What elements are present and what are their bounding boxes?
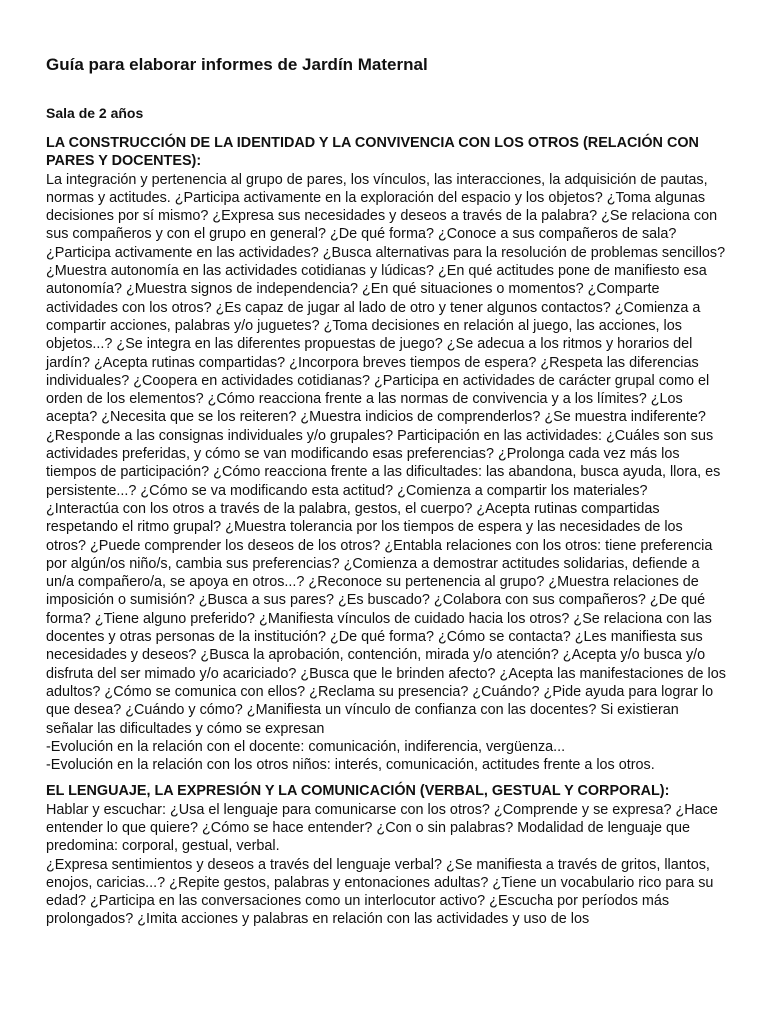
section-heading: LA CONSTRUCCIÓN DE LA IDENTIDAD Y LA CONVIVENCIA CON LOS OTROS (RELACIÓN CON PARES Y DOCENTES): [46, 135, 699, 170]
document-title: Guía para elaborar informes de Jardín Maternal [46, 55, 428, 74]
paragraph: -Evolución en la relación con el docente: comunicación, indiferencia, vergüenza... [46, 738, 566, 755]
paragraph: ¿Interactúa con los otros a través de la palabra, gestos, el cuerpo? ¿Acepta rutinas compartidas respetando el ritmo grupal? ¿Muestra tolerancia por los tiempos de espera y las necesidades de los otros? ¿Puede comprender los deseos de los otros? ¿Entabla relaciones con los otros: tiene preferencia por algún/os niño/s, cambia sus preferencias? ¿Comienza a demostrar actitudes solidarias, defiende a un/a compañero/a, se apoya en otros...? ¿Reconoce su pertenencia al grupo? ¿Muestra relaciones de imposición o sumisión? ¿Busca a sus pares? ¿Es buscado? ¿Colabora con sus compañeros? ¿De qué forma? ¿Tiene alguno preferido? ¿Manifiesta vínculos de cuidado hacia los otros? ¿Se relaciona con las docentes y otras personas de la institución? ¿De qué forma? ¿Cómo se contacta? ¿Les manifiesta sus necesidades y deseos? ¿Busca la aprobación, contención, mirada y/o atención? ¿Acepta y/o busca y/o disfruta del ser mimado y/o acariciado? ¿Busca que le brinden afecto? ¿Acepta las manifestaciones de los adultos? ¿Cómo se comunica con ellos? ¿Reclama su presencia? ¿Cuándo? ¿Pide ayuda para lograr lo que desea? ¿Cuándo y cómo? ¿Manifiesta un vínculo de confianza con las docentes? Si existieran señalar las dificultades y cómo se expresan [46, 500, 726, 737]
paragraph: La integración y pertenencia al grupo de pares, los vínculos, las interacciones, la adquisición de pautas, normas y actitudes. ¿Participa activamente en la exploración del espacio y los objetos? ¿Toma algunas decisiones por sí mismo? ¿Expresa sus necesidades y deseos a través de la palabra? ¿Se relaciona con sus compañeros y con el grupo en general? ¿De qué forma? ¿Conoce a sus compañeros de sala? [46, 171, 718, 243]
document-subtitle: Sala de 2 años [46, 105, 144, 121]
section-language [46, 782, 726, 928]
section-heading: EL LENGUAJE, LA EXPRESIÓN Y LA COMUNICACIÓN (VERBAL, GESTUAL Y CORPORAL): [46, 783, 670, 800]
document-body [46, 52, 726, 929]
paragraph: ¿Participa activamente en las actividades? ¿Busca alternativas para la resolución de problemas sencillos? ¿Muestra autonomía en las actividades cotidianas y lúdicas? ¿En qué actitudes pone de manifiesto esa autonomía? ¿Muestra signos de independencia? ¿En qué situaciones o momentos? ¿Comparte actividades con los otros? ¿Es capaz de jugar al lado de otro y tener algunos contactos? ¿Comienza a compartir acciones, palabras y/o juguetes? ¿Toma decisiones en relación al juego, las acciones, los objetos...? ¿Se integra en las diferentes propuestas de juego? ¿Se adecua a los ritmos y horarios del jardín? ¿Acepta rutinas compartidas? ¿Incorpora breves tiempos de espera? ¿Respeta las diferencias individuales? ¿Coopera en actividades cotidianas? ¿Participa en actividades de carácter grupal como el orden de los elementos? ¿Cómo reacciona frente a las normas de convivencia y a los límites? ¿Los acepta? ¿Necesita que se los reiteren? ¿Muestra indicios de comprenderlos? ¿Se muestra indiferente? ¿Responde a las consignas individuales y/o grupales? Participación en las actividades: ¿Cuáles son sus actividades preferidas, y cómo se van modificando esas preferencias? ¿Prolonga cada vez más los tiempos de participación? ¿Cómo reacciona frente a las dificultades: las abandona, busca ayuda, llora, es persistente...? ¿Cómo se va modificando esta actitud? ¿Comienza a compartir los materiales? [46, 244, 726, 499]
paragraph: ¿Expresa sentimientos y deseos a través del lenguaje verbal? ¿Se manifiesta a través de gritos, llantos, enojos, caricias...? ¿Repite gestos, palabras y entonaciones adultas? ¿Tiene un vocabulario rico para su edad? ¿Participa en las conversaciones como un interlocutor activo? ¿Escucha por períodos más prolongados? ¿Imita acciones y palabras en relación con las actividades y uso de los [46, 856, 714, 928]
paragraph: Hablar y escuchar: ¿Usa el lenguaje para comunicarse con los otros? ¿Comprende y se expresa? ¿Hace entender lo que quiere? ¿Cómo se hace entender? ¿Con o sin palabras? Modalidad de lenguaje que predomina: corporal, gestual, verbal. [46, 801, 718, 855]
section-identity [46, 134, 726, 774]
paragraph: -Evolución en la relación con los otros niños: interés, comunicación, actitudes frente a los otros. [46, 757, 655, 774]
